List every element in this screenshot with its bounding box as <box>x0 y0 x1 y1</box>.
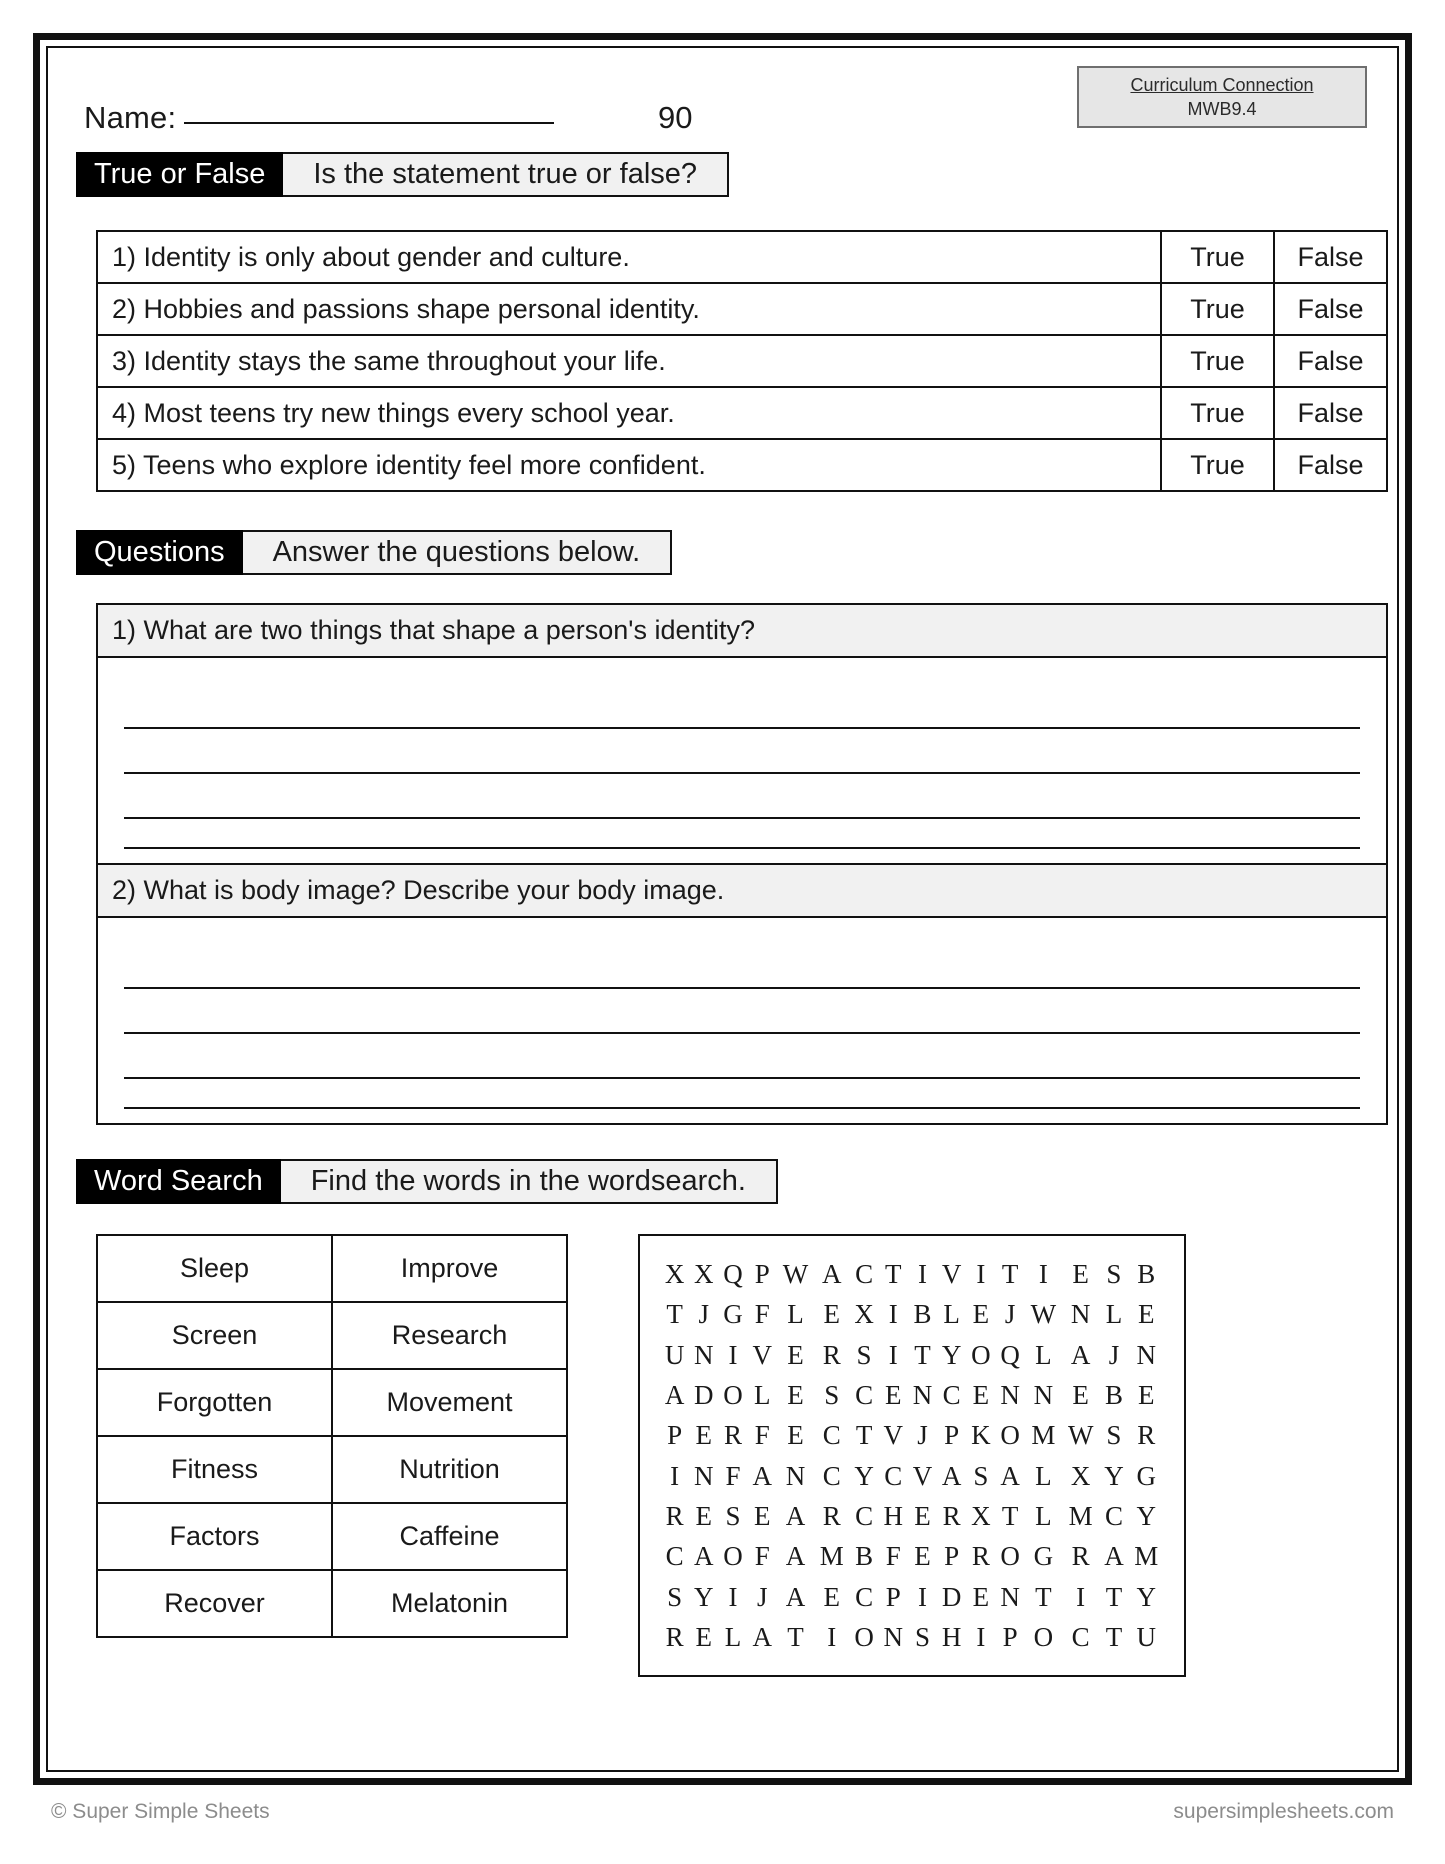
word-search-cell[interactable]: A <box>941 1460 962 1491</box>
tf-statement: 3) Identity stays the same throughout your life. <box>97 335 1161 387</box>
list-item <box>97 1369 567 1436</box>
word-search-row[interactable] <box>660 1577 1164 1617</box>
word-search-cell[interactable]: T <box>666 1299 683 1330</box>
word-search-cell[interactable]: H <box>883 1500 904 1531</box>
answer-line[interactable] <box>124 1079 1360 1109</box>
word-search-cell[interactable]: T <box>1001 1500 1019 1531</box>
curriculum-connection-title: Curriculum Connection <box>1130 74 1314 95</box>
word-search-cell[interactable]: T <box>914 1339 931 1370</box>
word-search-cell[interactable]: E <box>823 1299 841 1330</box>
word-search-cell[interactable]: E <box>1072 1379 1089 1410</box>
word-search-cell[interactable]: L <box>1035 1460 1052 1491</box>
footer-copyright: © Super Simple Sheets <box>51 1800 270 1823</box>
answer-line[interactable] <box>124 819 1360 849</box>
word-search-cell[interactable]: R <box>1071 1541 1090 1572</box>
word-search-cell[interactable]: G <box>1033 1541 1054 1572</box>
word-search-cell[interactable]: C <box>822 1420 841 1451</box>
word-search-cell[interactable]: P <box>944 1541 960 1572</box>
word-search-cell[interactable]: M <box>1031 1420 1056 1451</box>
word-search-cell[interactable]: V <box>883 1420 904 1451</box>
tf-statement: 4) Most teens try new things every school year. <box>97 387 1161 439</box>
tf-statement: 1) Identity is only about gender and culture. <box>97 231 1161 283</box>
word-search-cell[interactable]: Y <box>1136 1581 1157 1612</box>
word-search-cell[interactable]: P <box>754 1259 770 1289</box>
table-row <box>97 387 1387 439</box>
word-search-cell[interactable]: S <box>725 1500 741 1531</box>
tf-option-false[interactable]: False <box>1274 387 1387 439</box>
word-search-cell[interactable]: L <box>753 1379 771 1410</box>
section-tag-true-false: True or False <box>76 152 283 197</box>
questions-block <box>96 603 1388 1125</box>
tf-statement: 5) Teens who explore identity feel more confident. <box>97 439 1161 491</box>
word-search-row[interactable] <box>660 1617 1164 1657</box>
word-search-cell[interactable]: N <box>1136 1339 1157 1370</box>
word-search-cell[interactable]: A <box>694 1541 714 1572</box>
answer-line[interactable] <box>124 1034 1360 1079</box>
question-answer-area-1[interactable] <box>98 658 1386 863</box>
word-search-cell[interactable]: V <box>941 1259 962 1289</box>
word-bank-word[interactable]: Fitness <box>97 1436 332 1503</box>
word-search-cell[interactable]: C <box>855 1581 874 1612</box>
word-search-cell[interactable]: A <box>1000 1460 1020 1491</box>
word-search-cell[interactable]: W <box>1030 1299 1057 1330</box>
word-search-cell[interactable]: B <box>913 1299 932 1330</box>
curriculum-connection-badge <box>1077 66 1367 128</box>
word-bank-word[interactable]: Forgotten <box>97 1369 332 1436</box>
word-search-cell[interactable]: R <box>822 1339 841 1370</box>
word-search-grid[interactable] <box>660 1254 1164 1657</box>
word-search-row[interactable] <box>660 1496 1164 1536</box>
word-search-cell[interactable]: F <box>754 1420 770 1451</box>
word-bank-word[interactable]: Movement <box>332 1369 567 1436</box>
table-row <box>97 439 1387 491</box>
answer-line[interactable] <box>124 684 1360 729</box>
table-row <box>97 283 1387 335</box>
list-item <box>97 1503 567 1570</box>
tf-option-true[interactable]: True <box>1161 231 1274 283</box>
word-search-cell[interactable]: I <box>728 1581 738 1612</box>
word-search-cell[interactable]: S <box>667 1581 683 1612</box>
word-search-cell[interactable]: P <box>885 1581 901 1612</box>
word-search-cell[interactable]: R <box>665 1621 684 1652</box>
word-search-row[interactable] <box>660 1254 1164 1294</box>
word-search-cell[interactable]: E <box>823 1581 841 1612</box>
worksheet-page-frame <box>33 33 1412 1785</box>
word-search-cell[interactable]: X <box>664 1259 685 1289</box>
worksheet-header <box>72 48 1373 152</box>
word-search-cell[interactable]: E <box>787 1339 804 1370</box>
word-bank-word[interactable]: Factors <box>97 1503 332 1570</box>
word-search-cell[interactable]: U <box>1136 1621 1157 1652</box>
word-search-cell[interactable]: A <box>785 1581 806 1612</box>
word-search-cell[interactable]: C <box>855 1259 874 1289</box>
word-search-cell[interactable]: C <box>665 1541 684 1572</box>
word-search-cell[interactable]: O <box>723 1541 743 1572</box>
section-tag-word-search: Word Search <box>76 1159 281 1204</box>
word-search-cell[interactable]: N <box>1033 1379 1054 1410</box>
section-header-true-false <box>76 152 1373 197</box>
word-search-cell[interactable]: K <box>971 1420 991 1451</box>
tf-option-true[interactable]: True <box>1161 335 1274 387</box>
word-search-cell[interactable]: D <box>941 1581 962 1612</box>
word-search-row[interactable] <box>660 1536 1164 1576</box>
word-bank-word[interactable]: Recover <box>97 1570 332 1637</box>
word-search-cell[interactable]: I <box>976 1259 986 1289</box>
true-false-table-body <box>97 231 1387 491</box>
word-search-cell[interactable]: E <box>753 1500 771 1531</box>
word-search-cell[interactable]: T <box>1105 1621 1123 1652</box>
word-search-cell[interactable]: R <box>1137 1420 1156 1451</box>
word-search-cell[interactable]: N <box>785 1460 806 1491</box>
word-search-cell[interactable]: E <box>1138 1379 1155 1410</box>
word-search-cell[interactable]: P <box>1002 1621 1018 1652</box>
word-search-cell[interactable]: E <box>914 1500 931 1531</box>
word-search-cell[interactable]: I <box>1038 1259 1048 1289</box>
list-item <box>97 1235 567 1302</box>
word-search-cell[interactable]: M <box>819 1541 844 1572</box>
word-search-cell[interactable]: C <box>942 1379 961 1410</box>
word-search-cell[interactable]: C <box>884 1460 903 1491</box>
word-search-cell[interactable]: J <box>756 1581 768 1612</box>
word-search-cell[interactable]: X <box>694 1259 714 1289</box>
word-search-cell[interactable]: U <box>664 1339 685 1370</box>
word-search-cell[interactable]: E <box>695 1420 713 1451</box>
word-search-cell[interactable]: O <box>1000 1420 1020 1451</box>
word-search-cell[interactable]: T <box>1035 1581 1052 1612</box>
footer-website: supersimplesheets.com <box>1173 1800 1394 1823</box>
table-row <box>97 231 1387 283</box>
word-search-cell[interactable]: I <box>728 1339 738 1370</box>
word-search-cell[interactable]: C <box>1104 1500 1123 1531</box>
word-bank-word[interactable]: Research <box>332 1302 567 1369</box>
word-search-cell[interactable]: L <box>1035 1339 1052 1370</box>
word-search-cell[interactable]: F <box>754 1541 770 1572</box>
word-search-cell[interactable]: C <box>822 1460 841 1491</box>
word-search-cell[interactable]: X <box>971 1500 991 1531</box>
word-search-cell[interactable]: O <box>1033 1621 1054 1652</box>
word-search-cell[interactable]: J <box>1108 1339 1120 1370</box>
curriculum-connection-code: MWB9.4 <box>1187 99 1257 119</box>
word-search-cell[interactable]: T <box>855 1420 873 1451</box>
word-search-cell[interactable]: A <box>664 1379 685 1410</box>
word-search-cell[interactable]: X <box>854 1299 874 1330</box>
word-search-cell[interactable]: I <box>1076 1581 1086 1612</box>
list-item <box>97 1302 567 1369</box>
name-field[interactable] <box>84 100 554 136</box>
question-prompt-2: 2) What is body image? Describe your body image. <box>98 863 1386 918</box>
word-search-cell[interactable]: E <box>972 1581 990 1612</box>
word-search-cell[interactable]: I <box>888 1299 898 1330</box>
word-bank-word[interactable]: Sleep <box>97 1235 332 1302</box>
word-search-row[interactable] <box>660 1375 1164 1415</box>
worksheet-footer <box>33 1800 1412 1824</box>
word-search-cell[interactable]: R <box>971 1541 990 1572</box>
word-search-cell[interactable]: A <box>752 1621 772 1652</box>
word-search-cell[interactable]: Y <box>694 1581 714 1612</box>
word-search-cell[interactable]: B <box>1104 1379 1123 1410</box>
true-false-table <box>96 230 1388 492</box>
table-row <box>97 335 1387 387</box>
tf-option-false[interactable]: False <box>1274 231 1387 283</box>
worksheet-page-inner <box>46 46 1399 1772</box>
word-search-cell[interactable]: T <box>787 1621 804 1652</box>
word-search-cell[interactable]: A <box>822 1259 842 1289</box>
word-search-cell[interactable]: W <box>1067 1420 1094 1451</box>
word-search-cell[interactable]: N <box>883 1621 904 1652</box>
word-search-cell[interactable]: F <box>725 1460 741 1491</box>
word-search-cell[interactable]: R <box>822 1500 841 1531</box>
word-search-cell[interactable]: L <box>1105 1299 1123 1330</box>
word-search-cell[interactable]: O <box>1000 1541 1020 1572</box>
section-instruction-word-search: Find the words in the wordsearch. <box>281 1159 778 1204</box>
word-search-cell[interactable]: L <box>943 1299 960 1330</box>
word-search-cell[interactable]: L <box>724 1621 742 1652</box>
word-search-cell[interactable]: N <box>694 1460 714 1491</box>
question-answer-area-2[interactable] <box>98 918 1386 1123</box>
word-search-cell[interactable]: I <box>917 1581 927 1612</box>
tf-option-false[interactable]: False <box>1274 283 1387 335</box>
word-search-cell[interactable]: J <box>698 1299 710 1330</box>
word-search-cell[interactable]: O <box>854 1621 874 1652</box>
list-item <box>97 1570 567 1637</box>
section-instruction-questions: Answer the questions below. <box>243 530 673 575</box>
page-number: 90 <box>658 100 693 135</box>
word-search-grid-body[interactable] <box>660 1254 1164 1657</box>
word-search-cell[interactable]: P <box>944 1420 960 1451</box>
tf-option-true[interactable]: True <box>1161 439 1274 491</box>
word-bank-word[interactable]: Nutrition <box>332 1436 567 1503</box>
word-search-cell[interactable]: C <box>855 1500 874 1531</box>
word-search-cell[interactable]: A <box>785 1500 806 1531</box>
word-search-cell[interactable]: E <box>972 1379 990 1410</box>
name-field-rule[interactable] <box>184 122 554 124</box>
word-search-grid-box[interactable] <box>638 1234 1186 1677</box>
word-search-cell[interactable]: I <box>888 1339 898 1370</box>
word-search-cell[interactable]: A <box>1070 1339 1091 1370</box>
word-search-cell[interactable]: R <box>724 1420 743 1451</box>
word-search-cell[interactable]: E <box>695 1500 713 1531</box>
word-search-cell[interactable]: C <box>855 1379 874 1410</box>
word-search-cell[interactable]: A <box>1104 1541 1124 1572</box>
word-search-cell[interactable]: N <box>1070 1299 1091 1330</box>
word-search-cell[interactable]: D <box>694 1379 714 1410</box>
word-search-cell[interactable]: T <box>885 1259 902 1289</box>
word-search-cell[interactable]: N <box>912 1379 933 1410</box>
word-search-cell[interactable]: A <box>752 1460 772 1491</box>
tf-statement: 2) Hobbies and passions shape personal identity. <box>97 283 1161 335</box>
word-search-cell[interactable]: E <box>972 1299 990 1330</box>
word-search-cell[interactable]: M <box>1134 1541 1159 1572</box>
answer-line[interactable] <box>124 729 1360 774</box>
word-search-cell[interactable]: B <box>855 1541 874 1572</box>
section-tag-questions: Questions <box>76 530 243 575</box>
word-search-cell[interactable]: M <box>1068 1500 1093 1531</box>
word-search-cell[interactable]: A <box>785 1541 806 1572</box>
word-search-cell[interactable]: I <box>976 1621 986 1652</box>
word-search-cell[interactable]: E <box>1072 1259 1089 1289</box>
word-search-cell[interactable]: S <box>824 1379 840 1410</box>
word-search-cell[interactable]: P <box>667 1420 683 1451</box>
word-bank-word[interactable]: Melatonin <box>332 1570 567 1637</box>
section-instruction-true-false: Is the statement true or false? <box>283 152 729 197</box>
tf-option-false[interactable]: False <box>1274 439 1387 491</box>
word-search-row[interactable] <box>660 1415 1164 1455</box>
word-search-cell[interactable]: S <box>856 1339 872 1370</box>
word-search-cell[interactable]: S <box>1106 1420 1122 1451</box>
word-search-cell[interactable]: X <box>1070 1460 1091 1491</box>
word-search-row[interactable] <box>660 1335 1164 1375</box>
word-search-cell[interactable]: F <box>754 1299 770 1330</box>
word-search-cell[interactable]: L <box>1035 1500 1052 1531</box>
word-search-cell[interactable]: H <box>941 1621 962 1652</box>
answer-line[interactable] <box>124 989 1360 1034</box>
word-search-cell[interactable]: N <box>694 1339 714 1370</box>
word-bank-word[interactable]: Screen <box>97 1302 332 1369</box>
word-search-cell[interactable]: Y <box>941 1339 962 1370</box>
word-search-cell[interactable]: R <box>665 1500 684 1531</box>
word-search-cell[interactable]: Y <box>1136 1500 1157 1531</box>
list-item <box>97 1436 567 1503</box>
word-search-cell[interactable]: J <box>1004 1299 1016 1330</box>
word-search-cell[interactable]: V <box>752 1339 772 1370</box>
word-search-cell[interactable]: I <box>827 1621 837 1652</box>
word-search-cell[interactable]: L <box>787 1299 804 1330</box>
word-search-cell[interactable]: W <box>782 1259 809 1289</box>
word-bank-word[interactable]: Improve <box>332 1235 567 1302</box>
word-search-row[interactable] <box>660 1456 1164 1496</box>
word-search-cell[interactable]: S <box>973 1460 989 1491</box>
word-search-cell[interactable]: Q <box>723 1259 743 1289</box>
word-search-cell[interactable]: E <box>885 1379 902 1410</box>
word-search-area <box>96 1234 1373 1677</box>
answer-line[interactable] <box>124 944 1360 989</box>
word-search-cell[interactable]: E <box>1138 1299 1155 1330</box>
word-search-cell[interactable]: O <box>723 1379 743 1410</box>
word-search-cell[interactable]: Y <box>1104 1460 1124 1491</box>
word-search-cell[interactable]: I <box>670 1460 680 1491</box>
word-bank-body <box>97 1235 567 1637</box>
word-search-cell[interactable]: C <box>1071 1621 1090 1652</box>
section-header-questions <box>76 530 1373 575</box>
word-search-cell[interactable]: T <box>1105 1581 1123 1612</box>
word-search-cell[interactable]: G <box>723 1299 743 1330</box>
word-search-cell[interactable]: G <box>1136 1460 1157 1491</box>
word-search-cell[interactable]: I <box>917 1259 927 1289</box>
word-search-cell[interactable]: S <box>914 1621 930 1652</box>
word-search-cell[interactable]: V <box>912 1460 933 1491</box>
word-search-cell[interactable]: E <box>787 1379 804 1410</box>
word-bank-word[interactable]: Caffeine <box>332 1503 567 1570</box>
answer-line[interactable] <box>124 774 1360 819</box>
word-search-cell[interactable]: T <box>1001 1259 1019 1289</box>
word-search-cell[interactable]: S <box>1106 1259 1122 1289</box>
tf-option-false[interactable]: False <box>1274 335 1387 387</box>
word-search-cell[interactable]: R <box>942 1500 961 1531</box>
word-search-cell[interactable]: J <box>917 1420 928 1451</box>
name-field-label: Name: <box>84 100 177 135</box>
word-search-cell[interactable]: E <box>695 1621 713 1652</box>
word-search-cell[interactable]: Q <box>1000 1339 1020 1370</box>
word-search-cell[interactable]: F <box>885 1541 901 1572</box>
section-header-word-search <box>76 1159 1373 1204</box>
word-search-cell[interactable]: Y <box>854 1460 874 1491</box>
tf-option-true[interactable]: True <box>1161 283 1274 335</box>
tf-option-true[interactable]: True <box>1161 387 1274 439</box>
word-search-cell[interactable]: N <box>1000 1379 1020 1410</box>
word-search-cell[interactable]: E <box>914 1541 931 1572</box>
word-search-cell[interactable]: N <box>1000 1581 1020 1612</box>
question-prompt-1: 1) What are two things that shape a person's identity? <box>98 605 1386 658</box>
word-search-cell[interactable]: E <box>787 1420 804 1451</box>
word-bank-table <box>96 1234 568 1638</box>
word-search-cell[interactable]: O <box>971 1339 991 1370</box>
word-search-row[interactable] <box>660 1294 1164 1334</box>
word-search-cell[interactable]: B <box>1137 1259 1156 1289</box>
